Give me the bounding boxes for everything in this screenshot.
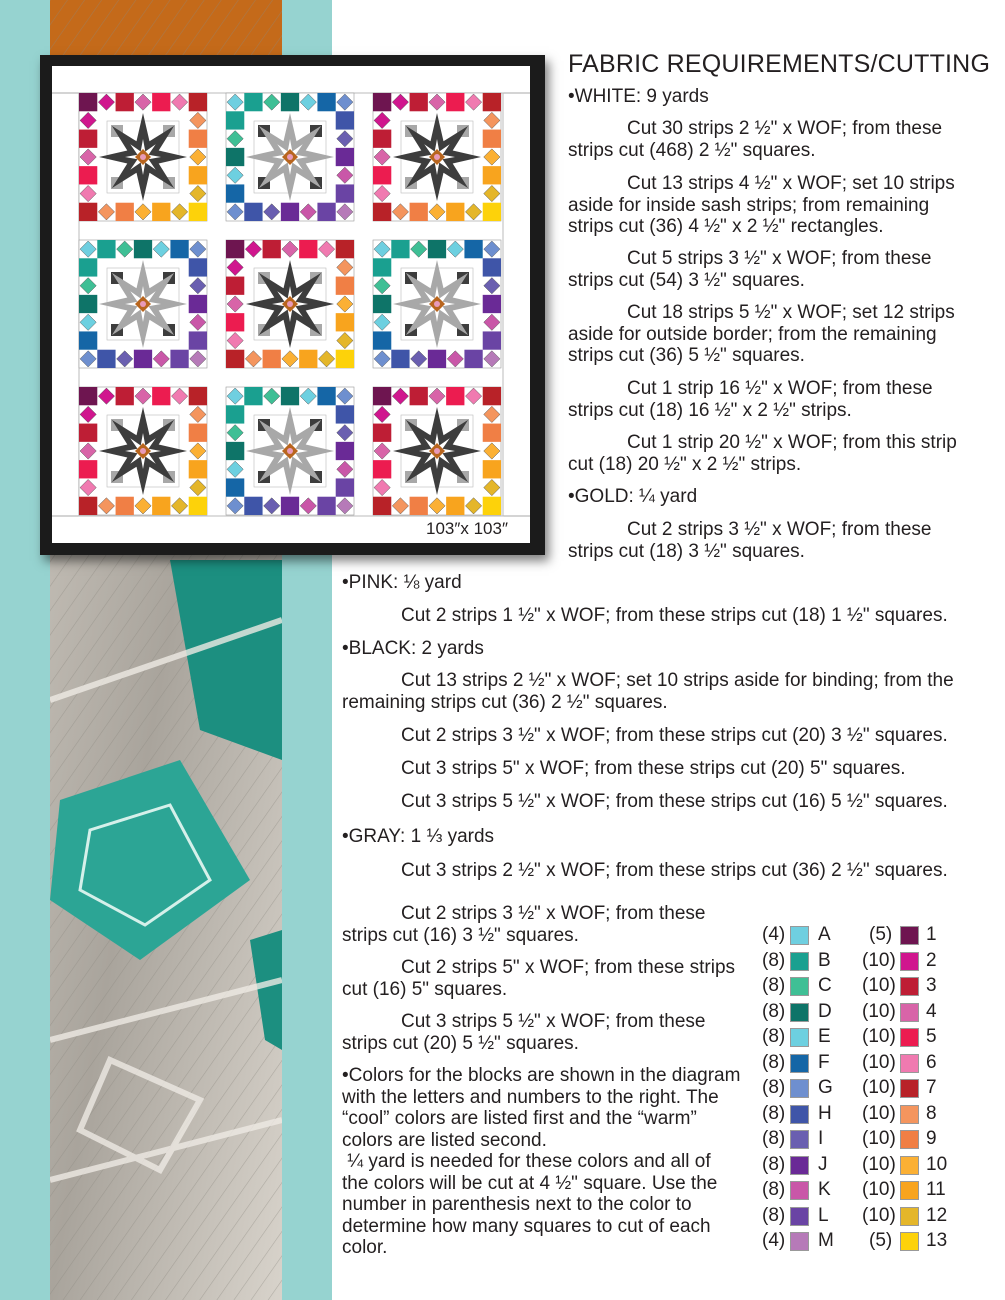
fabric-square — [483, 130, 501, 148]
fabric-square — [116, 497, 134, 515]
fabric-square — [483, 497, 501, 515]
fabric-square — [97, 240, 115, 258]
legend-label: 8 — [926, 1102, 937, 1124]
pink-center — [287, 448, 293, 454]
fabric-square — [483, 203, 501, 221]
fabric-square — [226, 405, 244, 423]
color-swatch — [790, 1207, 809, 1226]
fabric-square — [373, 460, 391, 478]
color-swatch — [790, 1079, 809, 1098]
legend-label: B — [818, 949, 831, 971]
fabric-square — [299, 240, 317, 258]
color-swatch — [900, 1105, 919, 1124]
legend-label: C — [818, 975, 832, 996]
fabric-square — [428, 350, 446, 368]
color-swatch — [900, 1054, 919, 1073]
legend-count: (8) — [762, 1026, 786, 1047]
fabric-square — [410, 203, 428, 221]
fabric-square — [336, 148, 354, 166]
fabric-square — [373, 497, 391, 515]
white-cut-6: Cut 1 strip 20 ½" x WOF; from this strip cut (18) 20 ½" x 2 ½" strips. — [568, 432, 957, 475]
fabric-square — [244, 497, 262, 515]
fabric-square — [152, 497, 170, 515]
fabric-square — [373, 387, 391, 405]
white-cut-3: Cut 5 strips 3 ½" x WOF; from these strips cut (54) 3 ½" squares. — [568, 248, 932, 291]
color-swatch — [900, 952, 919, 971]
pink-center — [287, 154, 293, 160]
legend-count: (8) — [762, 1153, 786, 1175]
fabric-square — [226, 277, 244, 295]
fabric-square — [79, 166, 97, 184]
fabric-square — [79, 497, 97, 515]
fabric-square — [226, 478, 244, 496]
white-label: •WHITE: 9 yards — [568, 86, 709, 107]
fabric-square — [79, 93, 97, 111]
fabric-square — [79, 203, 97, 221]
fabric-square — [464, 240, 482, 258]
legend-label: 2 — [926, 949, 937, 971]
fabric-square — [446, 387, 464, 405]
fabric-square — [226, 240, 244, 258]
fabric-square — [336, 313, 354, 331]
color-swatch — [790, 926, 809, 945]
legend-label: 1 — [926, 924, 937, 945]
legend-label: 7 — [926, 1077, 937, 1098]
fabric-square — [134, 350, 152, 368]
color-swatch — [900, 1079, 919, 1098]
fabric-square — [79, 331, 97, 349]
color-swatch — [900, 1156, 919, 1175]
legend-count: (4) — [762, 924, 786, 945]
legend-count: (10) — [862, 1128, 896, 1149]
legend-label: H — [818, 1102, 832, 1124]
pink-center — [434, 301, 440, 307]
fabric-square — [317, 387, 335, 405]
color-swatch — [790, 1156, 809, 1175]
fabric-square — [226, 442, 244, 460]
legend-label: G — [818, 1077, 833, 1098]
fabric-square — [226, 111, 244, 129]
gray-cut-1: Cut 3 strips 2 ½" x WOF; from these strips cut (36) 2 ½" squares. — [401, 860, 948, 881]
fabric-square — [79, 258, 97, 276]
fabric-square — [483, 258, 501, 276]
fabric-square — [373, 258, 391, 276]
fabric-square — [226, 350, 244, 368]
fabric-square — [336, 111, 354, 129]
gray-label: •GRAY: 1 ⅓ yards — [342, 826, 495, 847]
fabric-square — [189, 331, 207, 349]
legend-count: (8) — [762, 1204, 786, 1226]
fabric-square — [226, 184, 244, 202]
colors-note-2: ¼ yard is needed for these colors and all of the colors will be cut at 4 ½" square. Use the number in parenthesis next to the color to determine how many squares to cut of each color. — [342, 1151, 723, 1258]
legend-count: (8) — [762, 1077, 786, 1098]
pink-center — [287, 301, 293, 307]
pink-label: •PINK: ⅛ yard — [342, 572, 462, 593]
fabric-square — [410, 387, 428, 405]
fabric-square — [170, 350, 188, 368]
fabric-square — [152, 387, 170, 405]
gold-cut-1: Cut 2 strips 3 ½" x WOF; from these strips cut (18) 3 ½" squares. — [568, 519, 932, 562]
fabric-square — [336, 478, 354, 496]
fabric-square — [483, 93, 501, 111]
fabric-square — [373, 331, 391, 349]
color-swatch — [900, 1003, 919, 1022]
fabric-square — [79, 387, 97, 405]
black-cut-3: Cut 3 strips 5" x WOF; from these strips cut (20) 5" squares. — [401, 758, 906, 779]
fabric-square — [97, 350, 115, 368]
fabric-square — [299, 350, 317, 368]
fabric-square — [189, 258, 207, 276]
fabric-square — [336, 240, 354, 258]
fabric-square — [263, 350, 281, 368]
white-cut-2: Cut 13 strips 4 ½" x WOF; set 10 strips aside for inside sash strips; from remaining strips cut (36) 4 ½" x 2 ½" rectangles. — [568, 173, 955, 237]
legend-label: 10 — [926, 1153, 948, 1175]
legend-count: (10) — [862, 1077, 896, 1098]
pink-center — [434, 448, 440, 454]
page-title: FABRIC REQUIREMENTS/CUTTING — [568, 50, 991, 78]
fabric-square — [483, 166, 501, 184]
legend-label: F — [818, 1051, 830, 1073]
fabric-square — [464, 350, 482, 368]
legend-count: (8) — [762, 1000, 786, 1022]
color-swatch — [790, 1003, 809, 1022]
fabric-square — [116, 93, 134, 111]
fabric-square — [281, 93, 299, 111]
legend-count: (4) — [762, 1230, 786, 1251]
legend-label: I — [818, 1128, 824, 1149]
color-swatch — [900, 1207, 919, 1226]
fabric-square — [189, 387, 207, 405]
legend-count: (10) — [862, 1051, 896, 1073]
fabric-square — [373, 424, 391, 442]
legend-count: (10) — [862, 1153, 896, 1175]
black-cut-1: Cut 13 strips 2 ½" x WOF; set 10 strips aside for binding; from the remaining strips cut (36) 2 ½" squares. — [342, 670, 954, 713]
fabric-square — [189, 424, 207, 442]
colors-note-1: •Colors for the blocks are shown in the diagram with the letters and numbers to the right. The “cool” colors are listed first and the “warm” colors are listed second. — [342, 1065, 741, 1151]
legend-label: 13 — [926, 1230, 948, 1251]
fabric-square — [189, 130, 207, 148]
fabric-square — [317, 497, 335, 515]
fabric-square — [226, 148, 244, 166]
fabric-square — [281, 387, 299, 405]
fabric-square — [373, 295, 391, 313]
legend-count: (10) — [862, 1026, 896, 1047]
legend-label: 5 — [926, 1026, 937, 1047]
color-swatch — [900, 1232, 919, 1251]
fabric-square — [79, 295, 97, 313]
color-swatch — [900, 1181, 919, 1200]
legend-count: (5) — [869, 924, 893, 945]
fabric-square — [189, 460, 207, 478]
fabric-square — [373, 93, 391, 111]
color-swatch — [790, 1130, 809, 1149]
color-swatch — [790, 1054, 809, 1073]
fabric-square — [189, 295, 207, 313]
legend-label: A — [818, 924, 831, 945]
pink-center — [140, 448, 146, 454]
fabric-square — [189, 166, 207, 184]
fabric-square — [79, 424, 97, 442]
quilt-diagram — [52, 66, 530, 543]
color-swatch — [900, 1028, 919, 1047]
fabric-square — [281, 203, 299, 221]
legend-count: (10) — [862, 975, 896, 996]
fabric-square — [410, 497, 428, 515]
fabric-square — [483, 460, 501, 478]
gold-label: •GOLD: ¼ yard — [568, 486, 698, 507]
color-swatch — [900, 977, 919, 996]
fabric-square — [263, 240, 281, 258]
pink-center — [434, 154, 440, 160]
legend-label: K — [818, 1179, 831, 1200]
fabric-square — [152, 93, 170, 111]
fabric-square — [244, 93, 262, 111]
legend-label: 3 — [926, 975, 937, 996]
fabric-square — [244, 203, 262, 221]
color-swatch — [790, 1105, 809, 1124]
fabric-square — [281, 497, 299, 515]
color-swatch — [790, 952, 809, 971]
legend-count: (10) — [862, 949, 896, 971]
fabric-square — [189, 93, 207, 111]
legend-count: (8) — [762, 1051, 786, 1073]
legend-count: (8) — [762, 1102, 786, 1124]
fabric-square — [317, 93, 335, 111]
gray-cut-3: Cut 2 strips 5" x WOF; from these strips cut (16) 5" squares. — [342, 957, 736, 1000]
fabric-square — [428, 240, 446, 258]
legend-label: J — [818, 1153, 828, 1175]
legend-label: 4 — [926, 1000, 937, 1022]
legend-label: E — [818, 1026, 831, 1047]
white-cut-4: Cut 18 strips 5 ½" x WOF; set 12 strips aside for outside border; from the remaining strips cut (36) 5 ½" squares. — [568, 302, 955, 366]
white-cut-5: Cut 1 strip 16 ½" x WOF; from these strips cut (18) 16 ½" x 2 ½" strips. — [568, 378, 933, 421]
fabric-square — [317, 203, 335, 221]
white-cut-1: Cut 30 strips 2 ½" x WOF; from these strips cut (468) 2 ½" squares. — [568, 118, 943, 161]
fabric-square — [134, 240, 152, 258]
fabric-square — [116, 203, 134, 221]
fabric-square — [79, 130, 97, 148]
color-swatch — [790, 1181, 809, 1200]
fabric-square — [336, 405, 354, 423]
fabric-square — [446, 203, 464, 221]
fabric-square — [373, 203, 391, 221]
legend-label: 11 — [926, 1179, 946, 1200]
legend-label: 9 — [926, 1128, 937, 1149]
color-swatch — [790, 977, 809, 996]
fabric-square — [410, 93, 428, 111]
fabric-square — [373, 166, 391, 184]
quilt-size-label: 103″x 103″ — [426, 519, 508, 538]
fabric-square — [446, 497, 464, 515]
legend-count: (8) — [762, 1179, 786, 1200]
gray-cut-2: Cut 2 strips 3 ½" x WOF; from these strips cut (16) 3 ½" squares. — [342, 903, 706, 946]
fabric-square — [189, 203, 207, 221]
fabric-square — [336, 184, 354, 202]
color-swatch — [900, 1130, 919, 1149]
legend-label: 6 — [926, 1051, 937, 1073]
legend-count: (10) — [862, 1204, 896, 1226]
fabric-square — [152, 203, 170, 221]
color-swatch — [900, 926, 919, 945]
quilt-diagram-frame — [40, 55, 545, 555]
color-swatch — [790, 1028, 809, 1047]
fabric-square — [116, 387, 134, 405]
fabric-square — [483, 331, 501, 349]
fabric-square — [483, 424, 501, 442]
fabric-square — [336, 277, 354, 295]
legend-count: (5) — [869, 1230, 893, 1251]
fabric-square — [446, 93, 464, 111]
black-cut-4: Cut 3 strips 5 ½" x WOF; from these strips cut (16) 5 ½" squares. — [401, 791, 948, 812]
black-cut-2: Cut 2 strips 3 ½" x WOF; from these strips cut (20) 3 ½" squares. — [401, 725, 948, 746]
fabric-square — [373, 130, 391, 148]
legend-count: (10) — [862, 1102, 896, 1124]
legend-count: (10) — [862, 1000, 896, 1022]
legend-count: (10) — [862, 1179, 896, 1200]
legend-count: (8) — [762, 975, 786, 996]
fabric-square — [244, 387, 262, 405]
legend-label: D — [818, 1000, 832, 1022]
fabric-square — [336, 350, 354, 368]
fabric-square — [189, 497, 207, 515]
legend-label: M — [818, 1230, 834, 1251]
fabric-square — [226, 313, 244, 331]
legend-label: 12 — [926, 1204, 948, 1226]
fabric-square — [79, 460, 97, 478]
fabric-square — [391, 350, 409, 368]
fabric-square — [170, 240, 188, 258]
fabric-square — [483, 387, 501, 405]
color-swatch — [790, 1232, 809, 1251]
fabric-square — [391, 240, 409, 258]
black-label: •BLACK: 2 yards — [342, 638, 484, 659]
pink-center — [140, 301, 146, 307]
pink-cut-1: Cut 2 strips 1 ½" x WOF; from these strips cut (18) 1 ½" squares. — [401, 605, 948, 626]
legend-count: (8) — [762, 1128, 786, 1149]
pink-center — [140, 154, 146, 160]
legend-count: (8) — [762, 949, 786, 971]
gray-cut-4: Cut 3 strips 5 ½" x WOF; from these strips cut (20) 5 ½" squares. — [342, 1011, 706, 1054]
fabric-square — [483, 295, 501, 313]
legend-label: L — [818, 1204, 829, 1226]
fabric-square — [336, 442, 354, 460]
